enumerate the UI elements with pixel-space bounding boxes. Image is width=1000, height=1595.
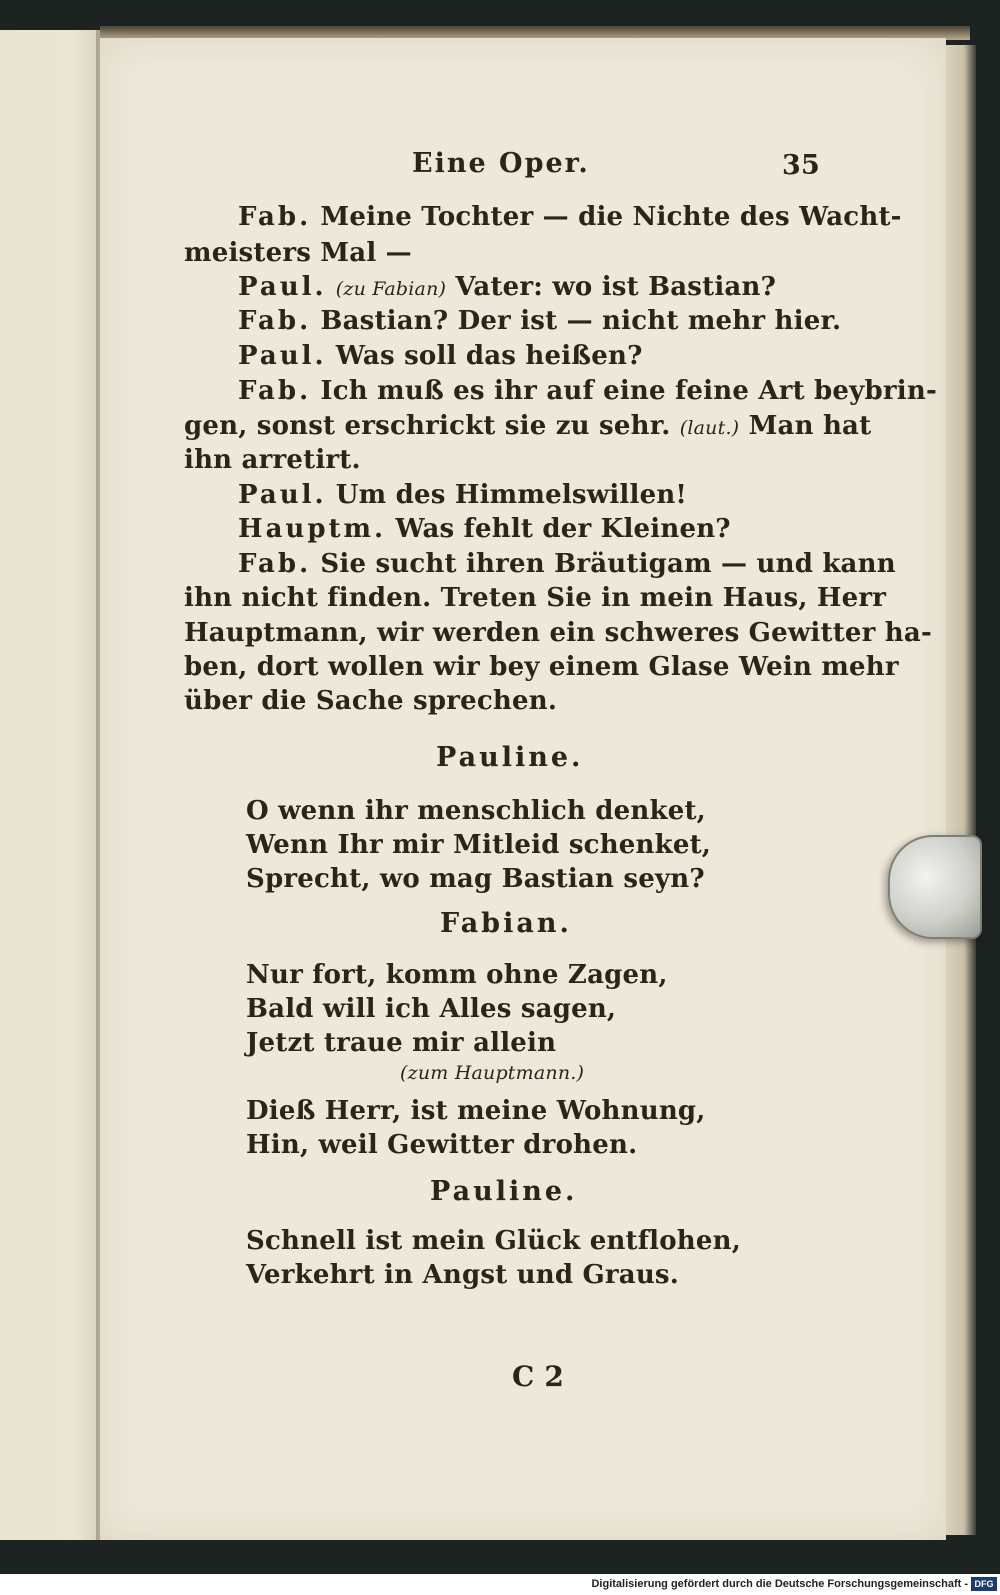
role-heading: Pauline. <box>436 742 584 773</box>
verse-line: Hin, weil Gewitter drohen. <box>246 1130 638 1160</box>
line-text: über die Sache sprechen. <box>184 686 558 716</box>
text-line <box>238 549 896 579</box>
text-line <box>184 238 412 268</box>
line-text: Was fehlt der Kleinen? <box>395 514 731 544</box>
line-text: meisters Mal — <box>184 238 412 268</box>
stage-direction: (zum Hauptmann.) <box>400 1062 585 1084</box>
text-line <box>184 411 871 441</box>
running-head: Eine Oper. <box>412 148 590 179</box>
line-text: Ich muß es ihr auf eine feine Art beybrin- <box>320 376 937 406</box>
line-text: ben, dort wollen wir bey einem Glase Wein mehr <box>184 652 899 682</box>
right-edge <box>946 45 976 1535</box>
line-text: Hauptmann, wir werden ein schweres Gewitter ha- <box>184 618 932 648</box>
text-line <box>238 514 731 544</box>
stage-direction: (laut.) <box>679 417 740 439</box>
text-line <box>238 306 841 336</box>
stage-direction: (zu Fabian) <box>335 278 447 300</box>
verse-line: Nur fort, komm ohne Zagen, <box>246 960 668 990</box>
text-line <box>184 583 886 613</box>
page-clip <box>888 835 982 939</box>
text-line <box>184 445 361 475</box>
speaker: Hauptm. <box>238 514 387 544</box>
line-text: ihn arretirt. <box>184 445 361 475</box>
text-line <box>238 480 687 510</box>
verse-line: Verkehrt in Angst und Graus. <box>246 1260 680 1290</box>
speaker: Fab. <box>238 549 312 579</box>
text-line <box>238 272 776 302</box>
speaker: Fab. <box>238 306 312 336</box>
line-text: Vater: wo ist Bastian? <box>455 272 777 302</box>
speaker: Fab. <box>238 202 312 232</box>
verse-line: Sprecht, wo mag Bastian seyn? <box>246 864 705 894</box>
text-line <box>238 376 937 406</box>
verse-line: O wenn ihr menschlich denket, <box>246 796 706 826</box>
line-text: Meine Tochter — die Nichte des Wacht- <box>320 202 902 232</box>
left-page <box>0 30 102 1540</box>
verse-line: Dieß Herr, ist meine Wohnung, <box>246 1096 706 1126</box>
verse-line: Wenn Ihr mir Mitleid schenket, <box>246 830 712 860</box>
verse-line: Schnell ist mein Glück entflohen, <box>246 1226 741 1256</box>
line-text: ihn nicht finden. Treten Sie in mein Haus, Herr <box>184 583 887 613</box>
line-text: Um des Himmelswillen! <box>335 480 688 510</box>
speaker: Paul. <box>238 272 327 302</box>
page-number: 35 <box>782 150 820 181</box>
footer-bar <box>0 1574 1000 1595</box>
speaker: Paul. <box>238 480 327 510</box>
verse-line: Bald will ich Alles sagen, <box>246 994 617 1024</box>
line-text: Man hat <box>748 411 872 441</box>
text-line <box>184 652 899 682</box>
line-text: Sie sucht ihren Bräutigam — und kann <box>320 549 896 579</box>
text-line <box>238 202 902 232</box>
line-text: Bastian? Der ist — nicht mehr hier. <box>320 306 842 336</box>
verse-line: Jetzt traue mir allein <box>246 1028 557 1058</box>
signature-mark: C 2 <box>512 1360 565 1393</box>
text-line <box>184 686 557 716</box>
dfg-logo: DFG <box>971 1577 997 1591</box>
role-heading: Pauline. <box>430 1176 578 1207</box>
speaker: Fab. <box>238 376 312 406</box>
text-line <box>238 341 643 371</box>
line-text: gen, sonst erschrickt sie zu sehr. <box>184 411 671 441</box>
funding-credit: Digitalisierung gefördert durch die Deutsche Forschungsgemeinschaft - <box>591 1578 968 1590</box>
text-line <box>184 618 932 648</box>
line-text: Was soll das heißen? <box>335 341 643 371</box>
speaker: Paul. <box>238 341 327 371</box>
role-heading: Fabian. <box>440 908 572 939</box>
